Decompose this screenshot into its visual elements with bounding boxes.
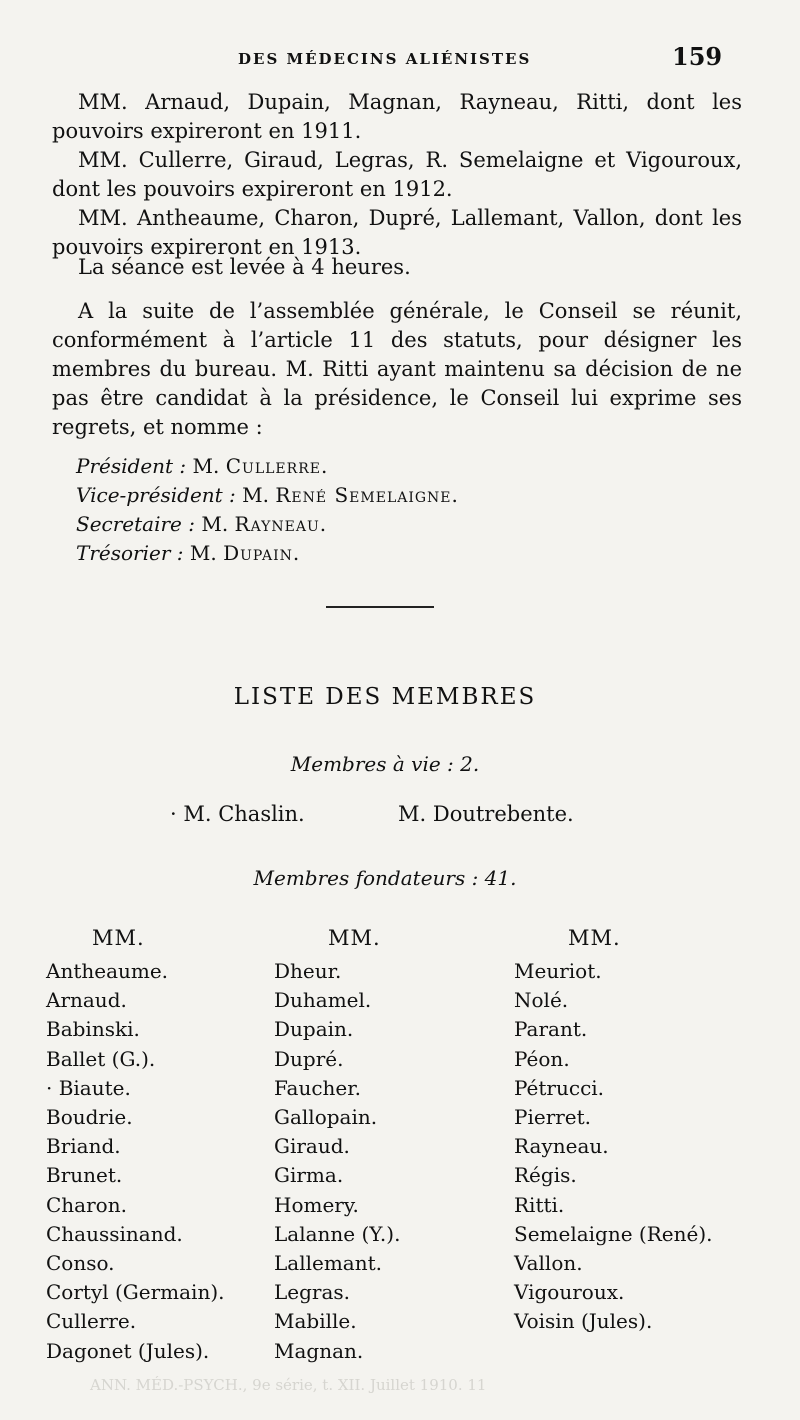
list-item: Homery. — [274, 1192, 359, 1217]
list-item: Faucher. — [274, 1075, 361, 1100]
list-item: Rayneau. — [514, 1134, 609, 1159]
list-item: Magnan. — [274, 1338, 364, 1363]
paragraph-1912: MM. Cullerre, Giraud, Legras, R. Semelaigne et Vigouroux, dont les pouvoirs expireront en 1912. — [52, 148, 742, 201]
page-footer: ANN. MÉD.-PSYCH., 9e série, t. XII. Juillet 1910. 11 — [90, 1376, 487, 1394]
list-item: Brunet. — [46, 1163, 123, 1188]
list-item: Dupain. — [274, 1017, 354, 1042]
members-list-title: LISTE DES MEMBRES — [233, 684, 537, 710]
running-title: DES MÉDECINS ALIÉNISTES — [238, 50, 532, 68]
paragraph-1911: MM. Arnaud, Dupain, Magnan, Rayneau, Ritti, dont les pouvoirs expireront en 1911. — [52, 90, 742, 143]
list-item: Cortyl (Germain). — [46, 1280, 225, 1305]
paragraph-seance: La séance est levée à 4 heures. — [78, 255, 411, 279]
life-members — [0, 802, 800, 842]
life-member-doutrebente: M. Doutrebente. — [398, 802, 574, 826]
list-item: Pétrucci. — [514, 1075, 605, 1100]
bureau-treasurer: Trésorier : M. Dupain. — [76, 541, 301, 565]
list-item: Meuriot. — [514, 959, 602, 983]
paragraph-conseil: A la suite de l’assemblée générale, le Conseil se réunit, conformément à l’article 11 des statuts, pour désigner les membres du bureau. M. Ritti ayant maintenu sa décision de ne pas être candidat à la présidence, le Conseil lui exprime ses regrets, et nomme : — [52, 299, 742, 439]
list-item: Briand. — [46, 1134, 121, 1159]
founders-column-2 — [274, 957, 400, 1366]
list-item: Vallon. — [514, 1251, 583, 1276]
paragraph-1913: MM. Antheaume, Charon, Dupré, Lallemant, Vallon, dont les pouvoirs expireront en 1913. — [52, 206, 742, 259]
list-item: Cullerre. — [46, 1309, 137, 1334]
bureau-president: Président : M. Cullerre. — [76, 454, 329, 478]
list-item: Semelaigne (René). — [514, 1221, 713, 1246]
column-2-heading: MM. — [328, 926, 381, 950]
founders-column-3 — [514, 957, 713, 1337]
list-item: Chaussinand. — [46, 1221, 183, 1246]
list-item: Antheaume. — [46, 959, 169, 983]
list-item: Ballet (G.). — [46, 1046, 156, 1071]
list-item: Conso. — [46, 1251, 115, 1276]
list-item: Régis. — [514, 1163, 577, 1188]
list-item: Nolé. — [514, 988, 569, 1013]
life-members-heading: Membres à vie : 2. — [290, 752, 480, 776]
list-item: Giraud. — [274, 1134, 350, 1159]
list-item: Voisin (Jules). — [514, 1309, 653, 1334]
list-item: Legras. — [274, 1280, 351, 1305]
list-item: Vigouroux. — [514, 1280, 625, 1305]
list-item: Babinski. — [46, 1017, 140, 1042]
list-item: Dheur. — [274, 959, 342, 983]
list-item: Dagonet (Jules). — [46, 1338, 210, 1363]
list-item: Pierret. — [514, 1105, 592, 1130]
list-item: Parant. — [514, 1017, 588, 1042]
list-item: Gallopain. — [274, 1105, 378, 1130]
bureau-vice-president: Vice-président : M. René Semelaigne. — [76, 483, 459, 507]
bureau-list — [76, 452, 459, 568]
column-1-heading: MM. — [92, 926, 145, 950]
list-item: Dupré. — [274, 1046, 344, 1071]
list-item: Duhamel. — [274, 988, 372, 1013]
list-item: Mabille. — [274, 1309, 357, 1334]
list-item: Girma. — [274, 1163, 344, 1188]
list-item: Boudrie. — [46, 1105, 133, 1130]
page-number: 159 — [672, 42, 723, 71]
section-divider — [326, 606, 434, 608]
list-item: Charon. — [46, 1192, 127, 1217]
list-item: Péon. — [514, 1046, 570, 1071]
founders-column-1 — [46, 957, 225, 1366]
column-3-heading: MM. — [568, 926, 621, 950]
list-item: Ritti. — [514, 1192, 565, 1217]
life-member-chaslin: · M. Chaslin. — [170, 802, 305, 826]
list-item: Lallemant. — [274, 1251, 382, 1276]
bureau-secretary: Secretaire : M. Rayneau. — [76, 512, 328, 536]
list-item: Arnaud. — [46, 988, 127, 1013]
founders-heading: Membres fondateurs : 41. — [253, 866, 517, 890]
list-item: Lalanne (Y.). — [274, 1221, 401, 1246]
list-item: · Biaute. — [46, 1075, 131, 1100]
page-header — [0, 40, 800, 76]
